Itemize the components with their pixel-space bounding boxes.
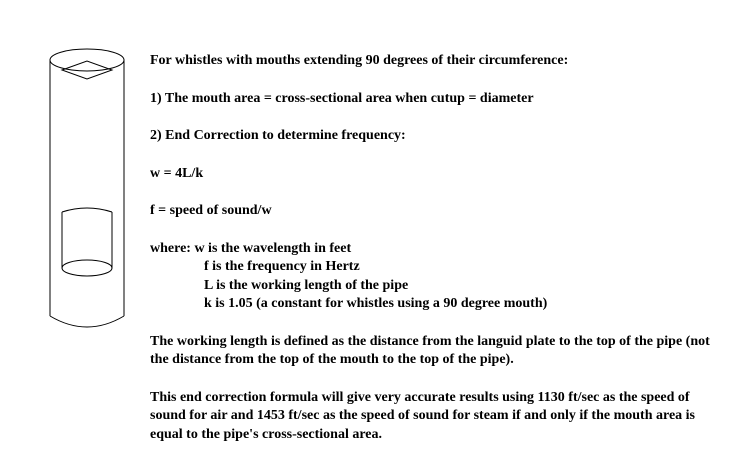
intro-text: For whistles with mouths extending 90 degrees of their circumference:: [150, 53, 569, 68]
pipe-bottom-curve: [50, 316, 124, 327]
where-frequency-def: f is the frequency in Hertz: [204, 259, 360, 274]
pipe-top-ellipse: [50, 49, 124, 71]
frequency-formula: f = speed of sound/w: [150, 203, 272, 218]
mouth-top-arc: [62, 208, 112, 212]
languid-plate-ellipse: [62, 260, 112, 276]
end-correction-paragraph: This end correction formula will give very accurate results using 1130 ft/sec as the speed of sound for air and 1453 ft/sec as the speed of sound for steam if and only if the mouth area is equal to the pipe's cross-sectional area.: [150, 389, 696, 442]
where-length-def: L is the working length of the pipe: [204, 277, 409, 293]
working-length-paragraph: The working length is defined as the distance from the languid plate to the top of the pipe (not the distance from the top of the mouth to the top of the pipe).: [150, 333, 710, 367]
where-wavelength-def: where: w is the wavelength in feet: [150, 240, 352, 256]
whistle-pipe-diagram: [0, 0, 140, 468]
where-constant-def: k is 1.05 (a constant for whistles using a 90 degree mouth): [204, 296, 548, 311]
end-correction-heading: 2) End Correction to determine frequency:: [150, 128, 406, 143]
mouth-area-rule: 1) The mouth area = cross-sectional area when cutup = diameter: [150, 90, 534, 106]
wavelength-formula: w = 4L/k: [150, 165, 204, 181]
explanation-text: [150, 52, 725, 444]
